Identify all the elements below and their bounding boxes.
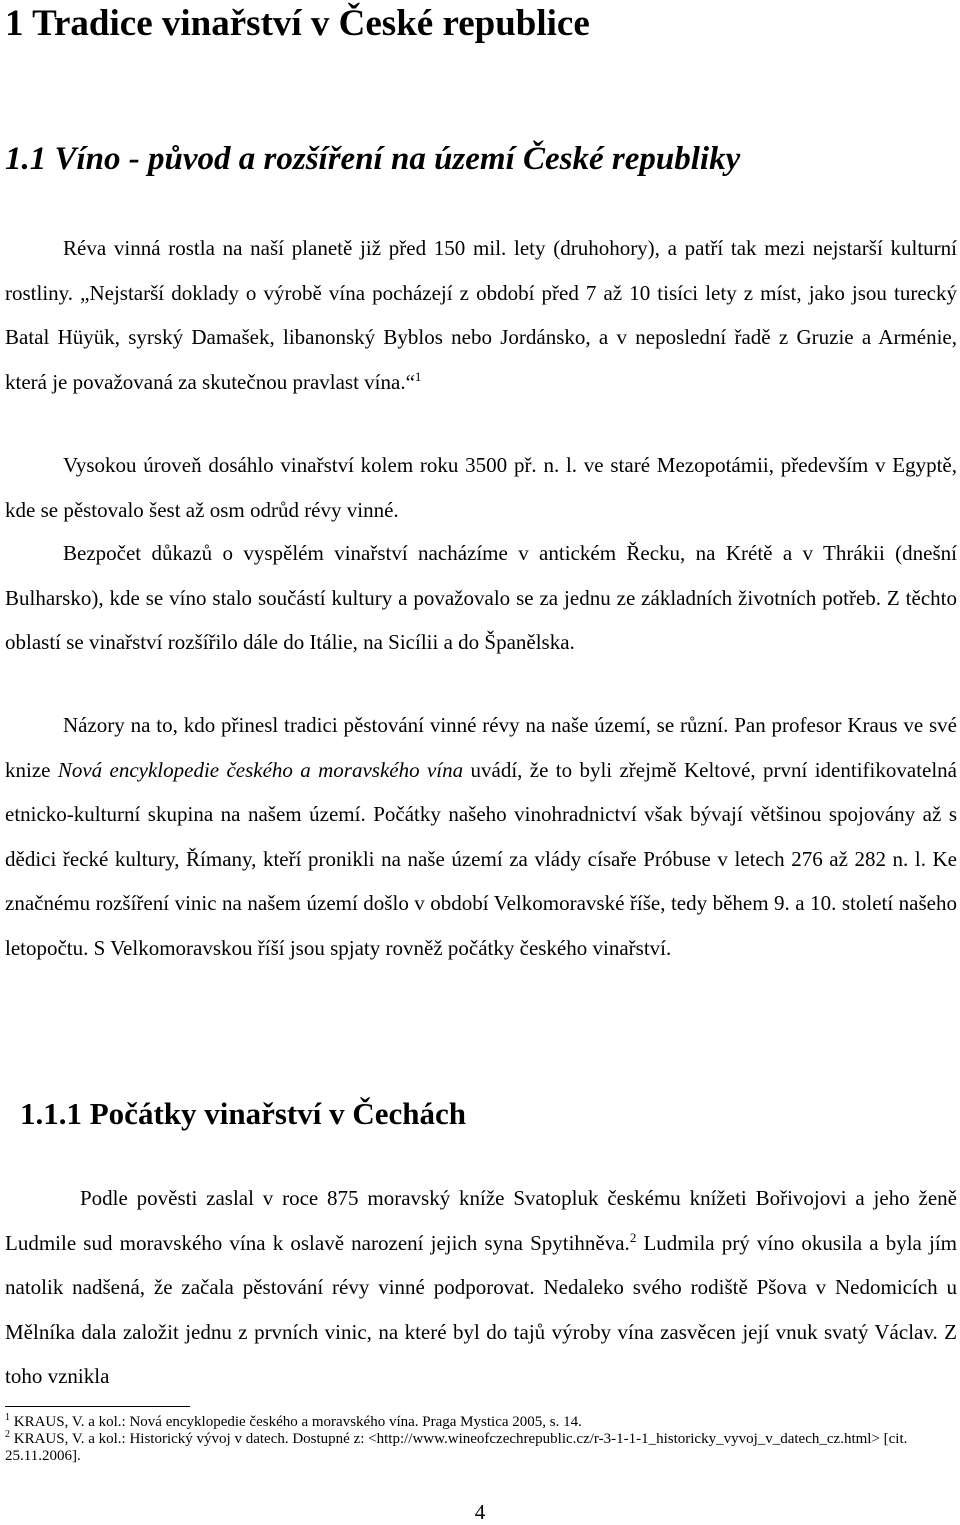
- paragraph-opinions-text-1: Názory na to, kdo přinesl tradici pěstování vinné révy na naše území, se různí. Pan profesor Kraus ve své knize: [5, 713, 957, 782]
- paragraph-opinions-text-2: uvádí, že to byli zřejmě Keltové, první identifikovatelná etnicko-kulturní skupina na našem území. Počátky našeho vinohradnictví však bývají většinou spojovány až s dědici řecké kultury, Římany, kteří pronikli na naše území za vlády císaře Próbuse v letech 276 až 282 n. l. Ke značnému rozšíření vinic na našem území došlo v období Velkomoravské říše, tedy během 9. a 10. století našeho letopočtu. S Velkomoravskou říší jsou spjaty rovněž počátky českého vinařství.: [5, 757, 958, 960]
- footnote-ref-2[interactable]: 2: [629, 1229, 637, 1245]
- footnote-text: KRAUS, V. a kol.: Historický vývoj v datech. Dostupné z: <http://www.wineofczechrepublic.cz/r-3-1-1-1_historicky_vyvoj_v_datech_cz.html> [cit. 25.11.2006].: [5, 1431, 908, 1464]
- footnote-separator: [5, 1406, 190, 1407]
- footnote-ref-1[interactable]: 1: [414, 368, 422, 384]
- paragraph-origin: [5, 226, 957, 404]
- footnote-2: [5, 1431, 957, 1465]
- chapter-heading: 1 Tradice vinařství v České republice: [5, 3, 590, 44]
- paragraph-mesopotamia: Vysokou úroveň dosáhlo vinařství kolem roku 3500 př. n. l. ve staré Mezopotámii, především v Egyptě, kde se pěstovalo šest až osm odrůd révy vinné.: [5, 453, 957, 522]
- footnote-number: 2: [5, 1429, 10, 1440]
- paragraph-legend-text-2: Ludmila prý víno okusila a byla jím natolik nadšená, že začala pěstování révy vinné podporovat. Nedaleko svého rodiště Pšova v Nedomicích u Mělníka dala založit jednu z prvních vinic, na které byl do tajů výroby vína zasvěcen její vnuk svatý Václav. Z toho vznikla: [5, 1230, 957, 1388]
- footnote-number: 1: [5, 1412, 10, 1423]
- paragraph-legend-text-1: Podle pověsti zaslal v roce 875 moravský kníže Svatopluk českému knížeti Bořivojovi a jeho ženě Ludmile sud moravského vína k oslavě narození jejich syna Spytihněva.: [5, 1186, 957, 1255]
- paragraph-legend: [5, 1176, 957, 1399]
- paragraph-greece: Bezpočet důkazů o vyspělém vinařství nacházíme v antickém Řecku, na Krétě a v Thrákii (dnešní Bulharsko), kde se víno stalo součástí kultury a považovalo se za jednu ze základních životních potřeb. Z těchto oblastí se vinařství rozšířilo dále do Itálie, na Sicílii a do Španělska.: [5, 541, 957, 654]
- footnote-1: [5, 1414, 957, 1431]
- section-heading: 1.1 Víno - původ a rozšíření na území České republiky: [5, 141, 741, 177]
- paragraph-opinions: [5, 703, 957, 970]
- subsection-heading: 1.1.1 Počátky vinařství v Čechách: [20, 1096, 467, 1131]
- paragraph-origin-text: Réva vinná rostla na naší planetě již před 150 mil. lety (druhohory), a patří tak mezi nejstarší kulturní rostliny. „Nejstarší doklady o výrobě vína pocházejí z období před 7 až 10 tisíci lety z míst, jako jsou turecký Batal Hüyük, syrský Damašek, libanonský Byblos nebo Jordánsko, a v neposlední řadě z Gruzie a Arménie, která je považovaná za skutečnou pravlast vína.“: [5, 236, 957, 394]
- footnotes: [5, 1414, 957, 1465]
- footnote-text: KRAUS, V. a kol.: Nová encyklopedie českého a moravského vína. Praga Mystica 2005, s. 14.: [10, 1414, 582, 1430]
- book-title: Nová encyklopedie českého a moravského vína: [57, 757, 464, 782]
- page-number: 4: [474, 1500, 486, 1524]
